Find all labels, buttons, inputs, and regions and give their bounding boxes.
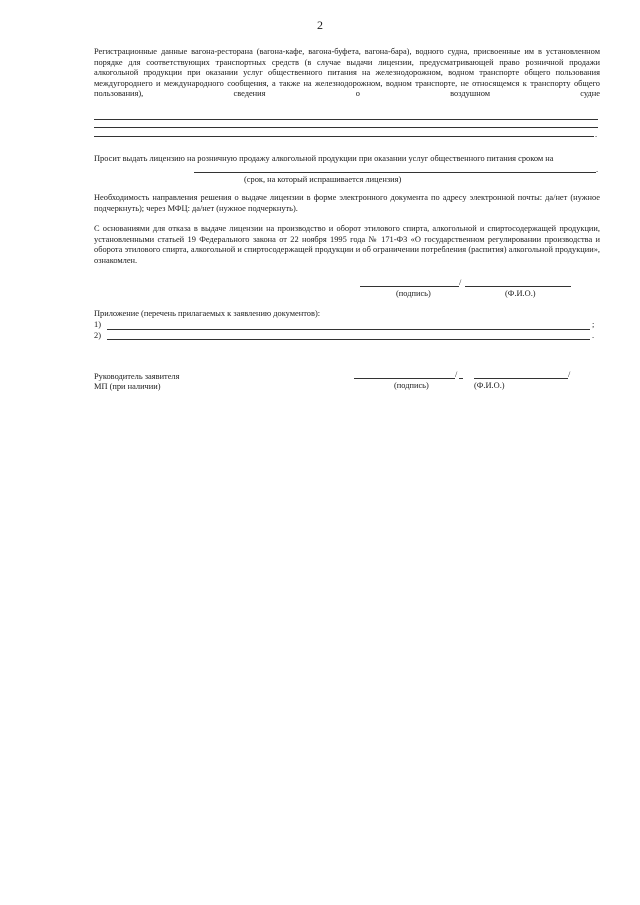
request-period: . — [596, 165, 599, 174]
head-title: Руководитель заявителя — [94, 372, 180, 381]
head-signature-tail — [459, 378, 463, 379]
name-line-1[interactable] — [465, 286, 571, 287]
registration-paragraph: Регистрационные данные вагона-ресторана (вагона-кафе, вагона-буфета, вагона-бара), водного судна, присвоенные им в установленном порядке для соответствующих транспортных средств (в случае выдачи лицензии, предусматривающей право розничной продажи алкогольной продукции при оказании услуг общественного питания на железнодорожном, водном транспорте общего пользования междугороднего и международного сообщения, а также на железнодорожном, водном транспорте, не относящемся к транспорту общего пользования), сведения о воздушном судне — [94, 47, 600, 99]
attachment-end-1: ; — [592, 320, 595, 329]
head-name-caption: (Ф.И.О.) — [474, 381, 505, 390]
page-number: 2 — [317, 18, 323, 32]
registration-line-2[interactable] — [94, 127, 598, 128]
signature-line-1[interactable] — [360, 286, 459, 287]
head-signature-line[interactable] — [354, 378, 455, 379]
registration-period: . — [595, 130, 598, 139]
head-signature-slash: / — [455, 370, 458, 379]
attachment-line-2[interactable] — [107, 339, 590, 340]
attachment-num-1: 1) — [94, 320, 101, 329]
request-paragraph: Просит выдать лицензию на розничную продажу алкогольной продукции при оказании услуг общественного питания сроком на — [94, 154, 554, 163]
head-name-slash: / — [568, 370, 571, 379]
grounds-paragraph: С основаниями для отказа в выдаче лицензии на производство и оборот этилового спирта, алкогольной и спиртосодержащей продукции, установленными статьей 19 Федерального закона от 22 ноября 1995 года № 171-ФЗ «О государственном регулировании производства и оборота этилового спирта, алкогольной и спиртосодержащей продукции и об ограничении потребления (распития) алкогольной продукции», ознакомлен. — [94, 224, 600, 265]
name-caption-1: (Ф.И.О.) — [505, 289, 536, 298]
attachment-end-2: . — [592, 331, 595, 340]
registration-line-1[interactable] — [94, 119, 598, 120]
license-term-field[interactable] — [194, 172, 596, 173]
signature-slash-1: / — [459, 278, 462, 287]
registration-line-3[interactable] — [94, 136, 594, 137]
signature-caption-1: (подпись) — [396, 289, 431, 298]
license-term-caption: (срок, на который испрашивается лицензия) — [244, 175, 402, 184]
attachment-num-2: 2) — [94, 331, 101, 340]
electronic-paragraph: Необходимость направления решения о выдаче лицензии в форме электронного документа по адресу электронной почты: да/нет (нужное подчеркнуть); через МФЦ: да/нет (нужное подчеркнуть). — [94, 193, 600, 213]
head-signature-caption: (подпись) — [394, 381, 429, 390]
attachment-line-1[interactable] — [107, 329, 590, 330]
head-name-line[interactable] — [474, 378, 568, 379]
stamp-label: МП (при наличии) — [94, 382, 161, 391]
attachments-title: Приложение (перечень прилагаемых к заявлению документов): — [94, 309, 321, 318]
